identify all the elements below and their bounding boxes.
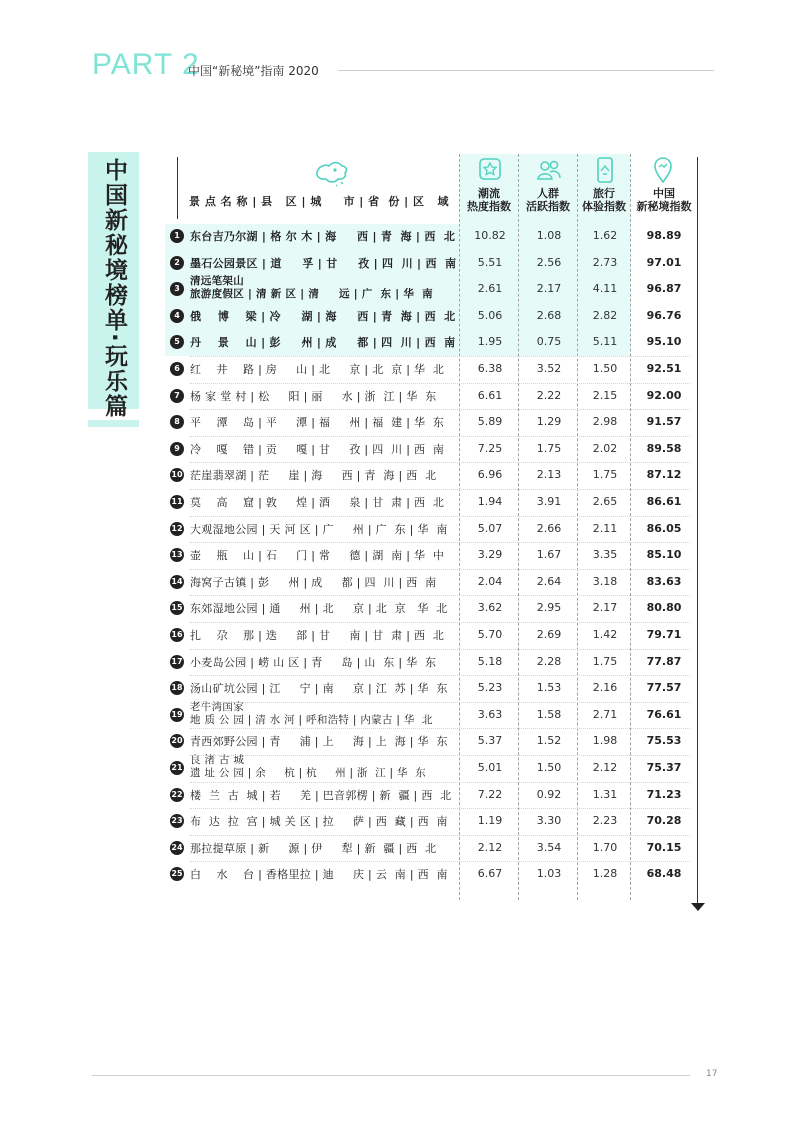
rank-badge: 14 [170, 575, 184, 589]
attraction-info: 杨 家 堂 村 | 松 阳 | 丽 水 | 浙 江 | 华 东 [190, 389, 437, 403]
value-crowd: 1.50 [536, 761, 562, 774]
table-row [170, 226, 690, 248]
table-row [170, 811, 690, 833]
value-exp: 1.75 [592, 654, 618, 668]
table-row [170, 700, 690, 727]
rank-badge: 3 [170, 282, 184, 296]
value-exp: 1.98 [592, 734, 618, 748]
value-exp: 1.70 [592, 840, 618, 854]
attraction-info: 老牛湾国家 地 质 公 园 | 清 水 河 | 呼和浩特 | 内蒙古 | 华 北 [190, 700, 433, 726]
table-row [170, 625, 690, 647]
value-crowd: 1.08 [536, 229, 562, 242]
column-header-trend [462, 187, 516, 213]
row-separator [190, 383, 690, 384]
heat-icon [478, 157, 502, 183]
value-score: 77.57 [646, 681, 682, 695]
people-icon [536, 157, 562, 183]
rank-badge: 11 [170, 495, 184, 509]
value-crowd: 2.69 [536, 628, 562, 641]
column-header-line2: 热度指数 [467, 200, 511, 213]
value-exp: 2.82 [592, 308, 618, 322]
value-score: 85.10 [646, 548, 682, 562]
value-exp: 4.11 [592, 282, 618, 296]
value-trend: 7.22 [477, 787, 503, 801]
attraction-info: 那拉提草原 | 新 源 | 伊 犁 | 新 疆 | 西 北 [190, 841, 437, 855]
rank-badge: 10 [170, 468, 184, 482]
value-score: 96.76 [646, 308, 682, 322]
value-score: 91.57 [646, 415, 682, 429]
value-score: 98.89 [646, 229, 682, 242]
table-row [170, 332, 690, 354]
value-crowd: 1.58 [536, 707, 562, 721]
value-score: 95.10 [646, 335, 682, 349]
table-row [170, 492, 690, 514]
value-trend: 1.94 [477, 495, 503, 508]
table-row [170, 652, 690, 674]
row-separator [190, 649, 690, 650]
value-trend: 5.37 [477, 734, 503, 748]
value-crowd: 2.22 [536, 388, 562, 402]
value-trend: 1.95 [477, 335, 503, 349]
value-crowd: 2.28 [536, 654, 562, 668]
table-row [170, 306, 690, 328]
row-separator [190, 835, 690, 836]
china-map-icon [311, 158, 351, 188]
rank-badge: 23 [170, 814, 184, 828]
value-trend: 5.06 [477, 308, 503, 322]
rank-badge: 7 [170, 389, 184, 403]
value-exp: 2.65 [592, 495, 618, 508]
value-trend: 1.19 [477, 814, 503, 828]
attraction-info: 俄 博 梁 | 冷 湖 | 海 西 | 青 海 | 西 北 [190, 309, 456, 323]
value-exp: 2.73 [592, 255, 618, 269]
value-exp: 2.98 [592, 415, 618, 429]
header-subtitle: 中国“新秘境”指南 2020 [188, 64, 319, 78]
row-separator [190, 675, 690, 676]
value-crowd: 2.13 [536, 468, 562, 482]
page-number: 17 [706, 1069, 718, 1079]
footer-divider [92, 1075, 690, 1076]
value-score: 68.48 [646, 867, 682, 881]
value-crowd: 3.54 [536, 840, 562, 854]
attraction-info: 布 达 拉 宫 | 城 关 区 | 拉 萨 | 西 藏 | 西 南 [190, 815, 448, 829]
attraction-info: 莫 高 窟 | 敦 煌 | 酒 泉 | 甘 肃 | 西 北 [190, 496, 445, 509]
column-header-line1: 人群 [537, 187, 559, 200]
value-crowd: 1.29 [536, 415, 562, 429]
row-separator [190, 462, 690, 463]
row-separator [190, 782, 690, 783]
value-trend: 5.51 [477, 255, 503, 269]
column-header-line1: 旅行 [593, 187, 615, 200]
attraction-info: 小麦岛公园 | 崂 山 区 | 青 岛 | 山 东 | 华 东 [190, 655, 437, 669]
attraction-info: 大观湿地公园 | 天 河 区 | 广 州 | 广 东 | 华 南 [190, 522, 448, 536]
value-score: 96.87 [646, 282, 682, 296]
value-crowd: 3.91 [536, 495, 562, 508]
value-score: 86.61 [646, 495, 682, 508]
rank-badge: 21 [170, 761, 184, 775]
rank-badge: 9 [170, 442, 184, 456]
table-row [170, 785, 690, 807]
value-crowd: 3.52 [536, 362, 562, 375]
value-crowd: 0.75 [536, 335, 562, 349]
value-trend: 3.62 [477, 601, 503, 615]
table-row [170, 386, 690, 408]
rank-badge: 2 [170, 256, 184, 270]
rank-badge: 19 [170, 708, 184, 722]
attraction-info: 汤山矿坑公园 | 江 宁 | 南 京 | 江 苏 | 华 东 [190, 682, 448, 696]
value-trend: 6.67 [477, 867, 503, 881]
rank-badge: 25 [170, 867, 184, 881]
table-row [170, 754, 690, 780]
value-trend: 5.18 [477, 654, 503, 668]
value-score: 89.58 [646, 441, 682, 455]
rank-badge: 4 [170, 309, 184, 323]
rank-badge: 16 [170, 628, 184, 642]
value-trend: 10.82 [474, 229, 506, 242]
row-separator [190, 489, 690, 490]
attraction-info: 东郊湿地公园 | 通 州 | 北 京 | 北 京 华 北 [190, 602, 448, 616]
value-trend: 6.38 [477, 362, 503, 375]
value-score: 83.63 [646, 574, 682, 588]
header-divider [338, 70, 714, 71]
value-crowd: 1.75 [536, 441, 562, 455]
row-separator [190, 622, 690, 623]
attraction-info: 清远笔架山 旅游度假区 | 清 新 区 | 清 远 | 广 东 | 华 南 [190, 275, 433, 301]
column-header-line2: 活跃指数 [526, 200, 570, 213]
value-crowd: 2.56 [536, 255, 562, 269]
side-title: 中国新秘境榜单·玩乐篇 [101, 158, 127, 419]
value-score: 97.01 [646, 255, 682, 269]
rank-badge: 12 [170, 522, 184, 536]
attraction-info: 墨石公园景区 | 道 孚 | 甘 孜 | 四 川 | 西 南 [190, 256, 457, 270]
row-separator [190, 569, 690, 570]
value-crowd: 2.64 [536, 574, 562, 588]
rank-badge: 20 [170, 734, 184, 748]
value-trend: 6.61 [477, 388, 503, 402]
table-row [170, 731, 690, 753]
table-row [170, 678, 690, 700]
score-axis-line [697, 157, 698, 904]
value-score: 70.15 [646, 840, 682, 854]
table-row [170, 275, 690, 301]
table-row [170, 545, 690, 567]
column-header-experience [579, 187, 629, 213]
value-score: 75.53 [646, 734, 682, 748]
value-trend: 5.89 [477, 415, 503, 429]
value-crowd: 1.53 [536, 681, 562, 695]
table-row [170, 412, 690, 434]
rank-badge: 24 [170, 841, 184, 855]
value-exp: 1.50 [592, 362, 618, 375]
value-score: 75.37 [646, 761, 682, 774]
column-header-line1: 潮流 [478, 187, 500, 200]
table-row [170, 838, 690, 860]
value-trend: 3.63 [477, 707, 503, 721]
value-crowd: 1.67 [536, 548, 562, 562]
value-score: 77.87 [646, 654, 682, 668]
value-trend: 5.07 [477, 521, 503, 535]
table-row [170, 359, 690, 381]
row-separator [190, 861, 690, 862]
value-score: 76.61 [646, 707, 682, 721]
value-exp: 1.31 [592, 787, 618, 801]
value-trend: 6.96 [477, 468, 503, 482]
value-score: 80.80 [646, 601, 682, 615]
table-row [170, 572, 690, 594]
value-crowd: 3.30 [536, 814, 562, 828]
value-exp: 5.11 [592, 335, 618, 349]
attraction-info: 青西郊野公园 | 青 浦 | 上 海 | 上 海 | 华 东 [190, 735, 448, 749]
value-score: 87.12 [646, 468, 682, 482]
rank-badge: 8 [170, 415, 184, 429]
column-header-score [632, 187, 696, 213]
value-crowd: 2.95 [536, 601, 562, 615]
value-score: 86.05 [646, 521, 682, 535]
attraction-info: 海窝子古镇 | 彭 州 | 成 都 | 四 川 | 西 南 [190, 575, 437, 589]
row-separator [190, 409, 690, 410]
row-separator [190, 702, 690, 703]
value-trend: 2.04 [477, 574, 503, 588]
table-row [170, 864, 690, 886]
attraction-info: 丹 景 山 | 彭 州 | 成 都 | 四 川 | 西 南 [190, 336, 456, 350]
left-column-header: 景 点 名 称 | 县 区 | 城 市 | 省 份 | 区 域 [189, 195, 449, 208]
value-score: 92.00 [646, 388, 682, 402]
value-exp: 2.71 [592, 707, 618, 721]
rank-badge: 5 [170, 335, 184, 349]
row-separator [190, 755, 690, 756]
value-exp: 2.15 [592, 388, 618, 402]
value-exp: 2.17 [592, 601, 618, 615]
table-row [170, 598, 690, 620]
value-crowd: 1.52 [536, 734, 562, 748]
value-exp: 3.35 [592, 548, 618, 562]
attraction-info: 楼 兰 古 城 | 若 羌 | 巴音郭楞 | 新 疆 | 西 北 [190, 788, 452, 802]
table-row [170, 253, 690, 275]
attraction-info: 壶 瓶 山 | 石 门 | 常 德 | 湖 南 | 华 中 [190, 549, 445, 563]
row-separator [190, 808, 690, 809]
value-score: 71.23 [646, 787, 682, 801]
side-title-underbar [88, 420, 139, 427]
row-separator [190, 595, 690, 596]
value-exp: 2.11 [592, 521, 618, 535]
value-exp: 2.23 [592, 814, 618, 828]
row-separator [190, 542, 690, 543]
value-score: 92.51 [646, 362, 682, 375]
attraction-info: 东台吉乃尔湖 | 格 尔 木 | 海 西 | 青 海 | 西 北 [190, 230, 456, 243]
value-trend: 5.23 [477, 681, 503, 695]
row-separator [190, 356, 690, 357]
value-exp: 1.75 [592, 468, 618, 482]
rank-badge: 22 [170, 788, 184, 802]
value-exp: 1.42 [592, 628, 618, 641]
column-header-line2: 体验指数 [582, 200, 626, 213]
row-separator [190, 516, 690, 517]
column-header-line1: 中国 [653, 187, 675, 200]
rank-badge: 15 [170, 601, 184, 615]
value-score: 70.28 [646, 814, 682, 828]
value-exp: 2.12 [592, 761, 618, 774]
column-header-crowd [521, 187, 575, 213]
table-row [170, 519, 690, 541]
row-separator [190, 728, 690, 729]
value-exp: 3.18 [592, 574, 618, 588]
rank-badge: 1 [170, 229, 184, 243]
value-trend: 7.25 [477, 441, 503, 455]
attraction-info: 红 井 路 | 房 山 | 北 京 | 北 京 | 华 北 [190, 363, 445, 376]
rank-badge: 13 [170, 548, 184, 562]
rank-badge: 18 [170, 681, 184, 695]
value-crowd: 0.92 [536, 787, 562, 801]
attraction-info: 良 渚 古 城 遗 址 公 园 | 余 杭 | 杭 州 | 浙 江 | 华 东 [190, 754, 426, 779]
attraction-info: 扎 尕 那 | 迭 部 | 甘 南 | 甘 肃 | 西 北 [190, 629, 445, 642]
value-exp: 2.16 [592, 681, 618, 695]
value-crowd: 2.17 [536, 282, 562, 296]
rank-badge: 17 [170, 655, 184, 669]
value-exp: 1.62 [592, 229, 618, 242]
value-exp: 1.28 [592, 867, 618, 881]
rank-badge: 6 [170, 362, 184, 376]
attraction-info: 冷 嘎 错 | 贡 嘎 | 甘 孜 | 四 川 | 西 南 [190, 442, 445, 456]
value-crowd: 2.66 [536, 521, 562, 535]
value-trend: 5.01 [477, 761, 503, 774]
value-trend: 5.70 [477, 628, 503, 641]
value-trend: 2.61 [477, 282, 503, 296]
location-pin-icon [652, 156, 674, 184]
attraction-info: 茫崖翡翠湖 | 茫 崖 | 海 西 | 青 海 | 西 北 [190, 469, 437, 483]
attraction-info: 平 潭 岛 | 平 潭 | 福 州 | 福 建 | 华 东 [190, 416, 445, 430]
value-trend: 3.29 [477, 548, 503, 562]
value-crowd: 1.03 [536, 867, 562, 881]
value-crowd: 2.68 [536, 308, 562, 322]
table-row [170, 439, 690, 461]
value-exp: 2.02 [592, 441, 618, 455]
attraction-info: 白 水 台 | 香格里拉 | 迪 庆 | 云 南 | 西 南 [190, 868, 448, 882]
column-header-line2: 新秘境指数 [636, 200, 692, 213]
table-row [170, 465, 690, 487]
row-separator [190, 436, 690, 437]
value-score: 79.71 [646, 628, 682, 641]
value-trend: 2.12 [477, 840, 503, 854]
score-axis-arrow-icon [691, 903, 705, 911]
phone-travel-icon [594, 156, 616, 184]
header-part-label: PART 2 [92, 48, 200, 81]
table-left-rule [177, 157, 178, 219]
